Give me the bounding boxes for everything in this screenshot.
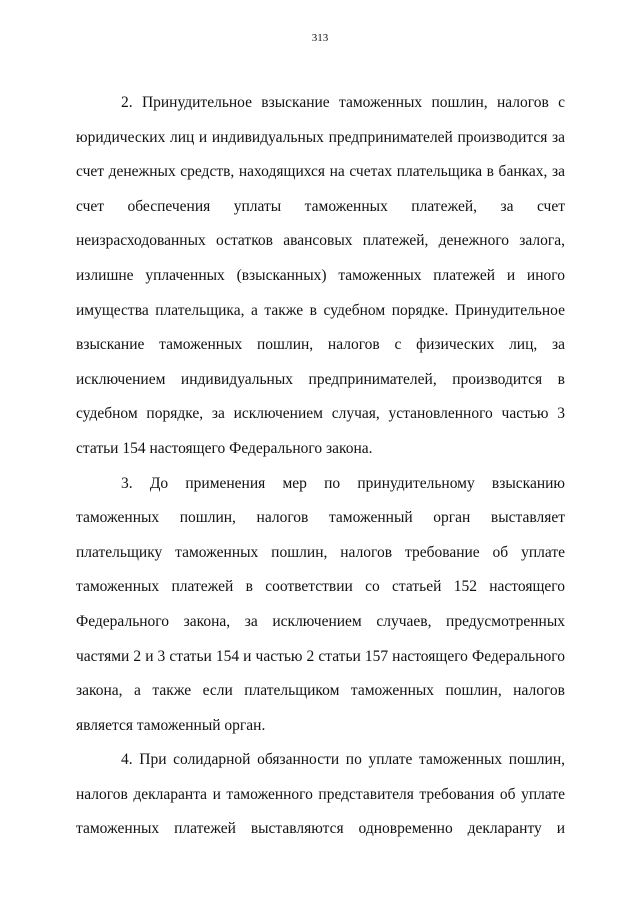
- paragraph-2: 2. Принудительное взыскание таможенных пошлин, налогов с юридических лиц и индивидуальных предпринимателей производится за счет денежных средств, находящихся на счетах плательщика в банках, за счет обеспечения уплаты таможенных платежей, за счет неизрасходованных остатков авансовых платежей, денежного залога, излишне уплаченных (взысканных) таможенных платежей и иного имущества плательщика, а также в судебном порядке. Принудительное взыскание таможенных пошлин, налогов с физических лиц, за исключением индивидуальных предпринимателей, производится в судебном порядке, за исключением случая, установленного частью 3 статьи 154 настоящего Федерального закона.: [76, 94, 565, 457]
- paragraph-4: 4. При солидарной обязанности по уплате таможенных пошлин, налогов декларанта и таможенного представителя требования об уплате таможенных платежей выставляются одновременно декларанту и: [76, 751, 565, 838]
- page-number: 313: [311, 32, 329, 44]
- paragraph-3: 3. До применения мер по принудительному взысканию таможенных пошлин, налогов таможенный орган выставляет плательщику таможенных пошлин, налогов требование об уплате таможенных платежей в соответствии со статьей 152 настоящего Федерального закона, за исключением случаев, предусмотренных частями 2 и 3 статьи 154 и частью 2 статьи 157 настоящего Федерального закона, а также если плательщиком таможенных пошлин, налогов является таможенный орган.: [76, 474, 565, 734]
- document-body: [76, 86, 565, 847]
